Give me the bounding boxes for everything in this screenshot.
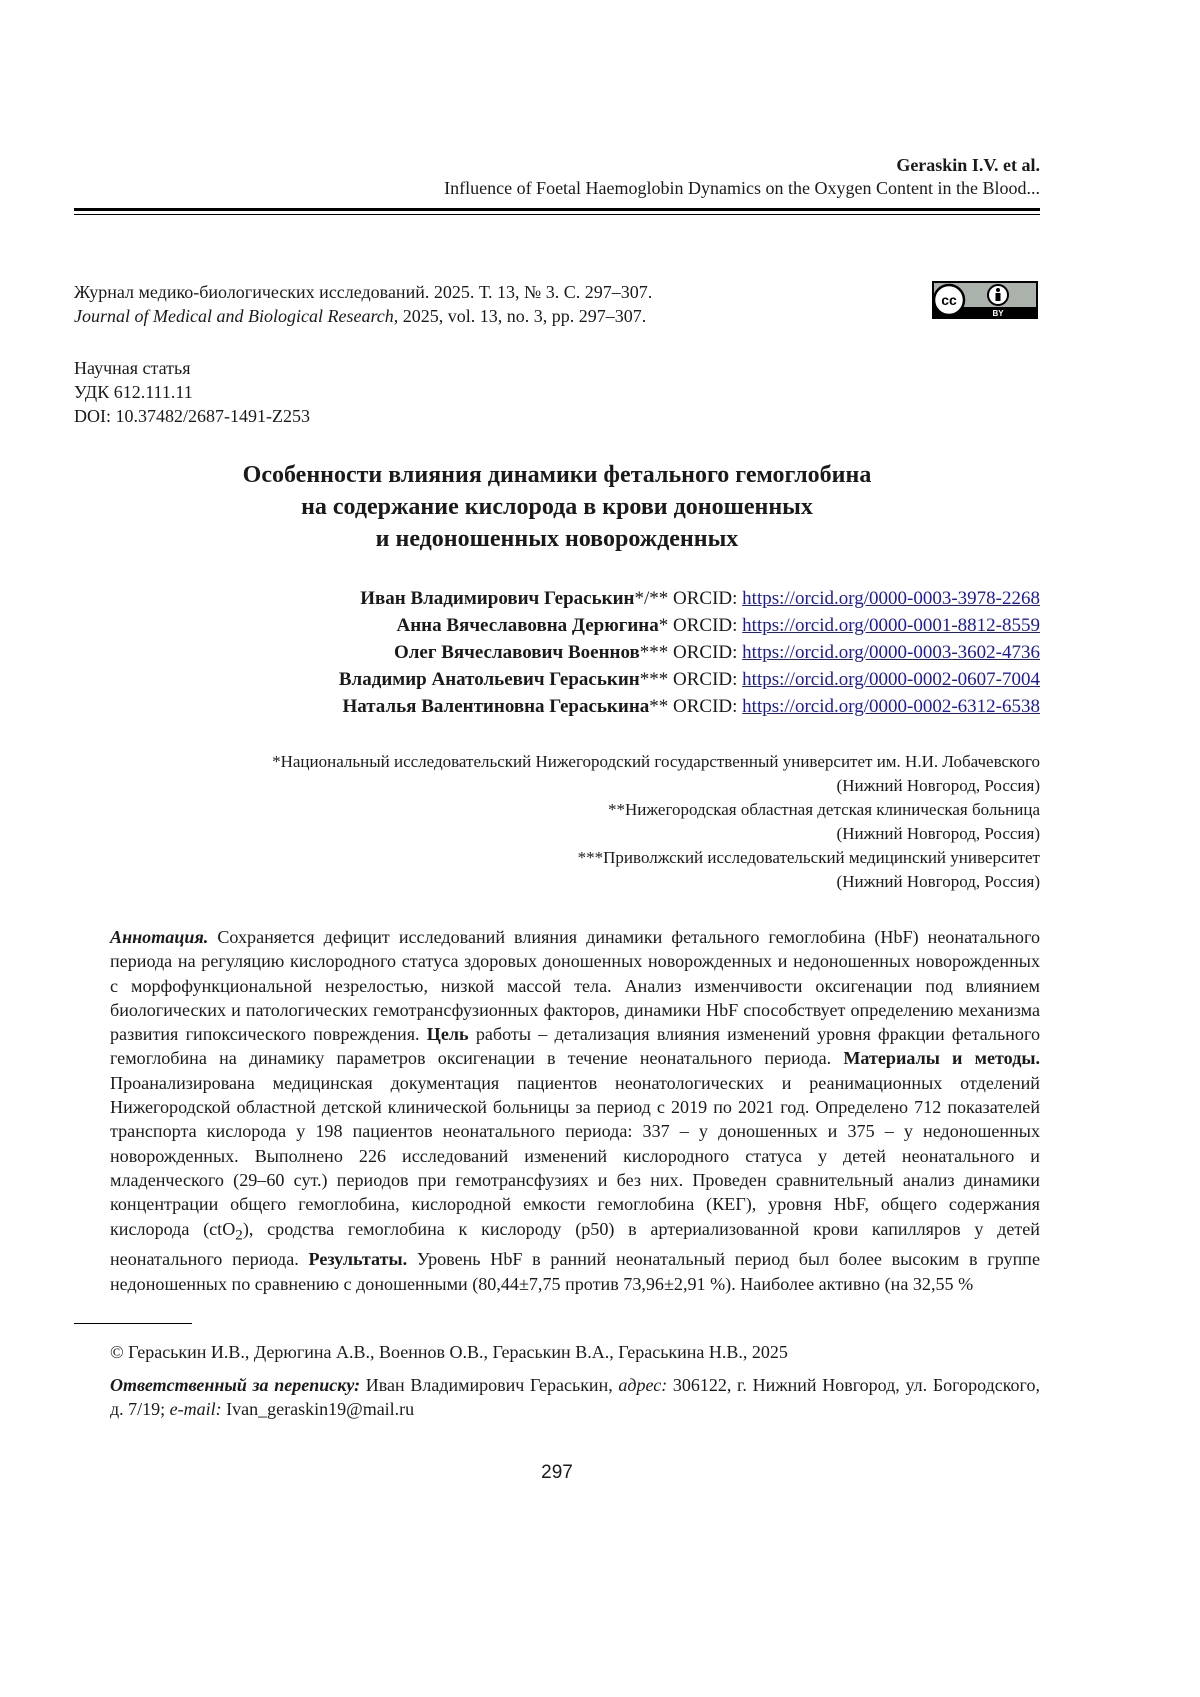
author-name: Олег Вячеславович Военнов	[394, 642, 640, 663]
affiliation-line: **Нижегородская областная детская клиническая больница	[272, 798, 1040, 822]
header-rule-thin	[74, 214, 1040, 215]
author-name: Иван Владимирович Гераськин	[360, 588, 634, 609]
author-name: Владимир Анатольевич Гераськин	[339, 669, 640, 690]
orcid-link[interactable]: https://orcid.org/0000-0003-3602-4736	[742, 642, 1040, 663]
author-row: Анна Вячеславовна Дерюгина* ORCID: https://orcid.org/0000-0001-8812-8559	[339, 612, 1040, 639]
affiliation-line: *Национальный исследовательский Нижегородский государственный университет им. Н.И. Лобачевского	[272, 750, 1040, 774]
running-header-author: Geraskin I.V. et al.	[896, 155, 1040, 176]
udc-code: УДК 612.111.11	[74, 380, 310, 404]
citation-en-journal: Journal of Medical and Biological Research	[74, 306, 394, 326]
email-address: Ivan_geraskin19@mail.ru	[222, 1399, 415, 1419]
article-type: Научная статья	[74, 356, 310, 380]
results-label: Результаты.	[309, 1249, 408, 1269]
footnote-rule	[74, 1323, 192, 1324]
correspondence-note: Ответственный за переписку: Иван Владимирович Гераськин, адрес: 306122, г. Нижний Новгород, ул. Богородского, д. 7/19; e-mail: Ivan_geraskin19@mail.ru	[74, 1373, 1040, 1421]
affiliation-line: (Нижний Новгород, Россия)	[272, 870, 1040, 894]
abstract: Аннотация. Сохраняется дефицит исследований влияния динамики фетального гемоглобина (HbF) неонатального периода на регуляцию кислородного статуса здоровых доношенных новорожденных и недоношенных новорожденных с морфофункциональной незрелостью, низкой массой тела. Анализ изменчивости оксигенации под влиянием биологических и патологических гемотрансфузионных факторов, динамики HbF способствует определению механизма развития гипоксического повреждения. Цель работы – детализация влияния изменений уровня фракции фетального гемоглобина на динамику параметров оксигенации в течение неонатального периода. Материалы и методы. Проанализирована медицинская документация пациентов неонатологических и реанимационных отделений Нижегородской областной детской клинической больницы за период с 2019 по 2021 год. Определено 712 показателей транспорта кислорода у 198 пациентов неонатального периода: 337 – у доношенных и 375 – у недоношенных новорожденных. Выполнено 226 исследований изменений кислородного статуса у детей неонатального и младенческого (29–60 сут.) периодов при гемотрансфузиях и без них. Проведен сравнительный анализ динамики концентрации общего гемоглобина, кислородной емкости гемоглобина (КЕГ), уровня HbF, общего содержания кислорода (ctO2), сродства гемоглобина к кислороду (p50) в артериализованной крови капилляров у детей неонатального периода. Результаты. Уровень HbF в ранний неонатальный период был более высоким в группе недоношенных по сравнению с доношенными (80,44±7,75 против 73,96±2,91 %). Наиболее активно (на 32,55 %	[74, 925, 1040, 1296]
author-row: Иван Владимирович Гераськин*/** ORCID: https://orcid.org/0000-0003-3978-2268	[339, 585, 1040, 612]
author-name: Наталья Валентиновна Гераськина	[342, 696, 649, 717]
article-page	[0, 0, 1200, 1697]
affiliation-line: (Нижний Новгород, Россия)	[272, 774, 1040, 798]
orcid-link[interactable]: https://orcid.org/0000-0002-6312-6538	[742, 696, 1040, 717]
copyright-note: © Гераськин И.В., Дерюгина А.В., Военнов О.В., Гераськин В.А., Гераськина Н.В., 2025	[110, 1342, 788, 1363]
article-title	[74, 459, 1040, 555]
author-row: Олег Вячеславович Военнов*** ORCID: https://orcid.org/0000-0003-3602-4736	[339, 639, 1040, 666]
title-line: Особенности влияния динамики фетального гемоглобина	[74, 459, 1040, 491]
license-badge-text: BY	[992, 309, 1004, 318]
affiliation-line: (Нижний Новгород, Россия)	[272, 822, 1040, 846]
abstract-label: Аннотация.	[110, 927, 208, 947]
methods-label: Материалы и методы.	[843, 1048, 1040, 1068]
article-meta	[74, 356, 310, 428]
citation-en	[74, 304, 652, 328]
citation-ru: Журнал медико-биологических исследований. 2025. Т. 13, № 3. С. 297–307.	[74, 280, 652, 304]
svg-text:cc: cc	[941, 292, 957, 308]
citation-en-rest: , 2025, vol. 13, no. 3, pp. 297–307.	[394, 306, 647, 326]
goal-label: Цель	[427, 1024, 469, 1044]
affiliations	[272, 750, 1040, 894]
affiliation-line: ***Приволжский исследовательский медицинский университет	[272, 846, 1040, 870]
author-name: Анна Вячеславовна Дерюгина	[397, 615, 659, 636]
running-header-title: Influence of Foetal Haemoglobin Dynamics on the Oxygen Content in the Blood...	[444, 178, 1040, 199]
orcid-link[interactable]: https://orcid.org/0000-0002-0607-7004	[742, 669, 1040, 690]
author-row: Наталья Валентиновна Гераськина** ORCID: https://orcid.org/0000-0002-6312-6538	[339, 693, 1040, 720]
orcid-link[interactable]: https://orcid.org/0000-0003-3978-2268	[742, 588, 1040, 609]
title-line: на содержание кислорода в крови доношенных	[74, 491, 1040, 523]
author-list	[339, 585, 1040, 720]
title-line: и недоношенных новорожденных	[74, 523, 1040, 555]
citation-block	[74, 280, 652, 328]
creative-commons-by-icon[interactable]	[932, 281, 1038, 319]
doi: DOI: 10.37482/2687-1491-Z253	[74, 404, 310, 428]
header-rule-thick	[74, 208, 1040, 211]
orcid-link[interactable]: https://orcid.org/0000-0001-8812-8559	[742, 615, 1040, 636]
author-row: Владимир Анатольевич Гераськин*** ORCID: https://orcid.org/0000-0002-0607-7004	[339, 666, 1040, 693]
page-number: 297	[0, 1462, 1114, 1484]
